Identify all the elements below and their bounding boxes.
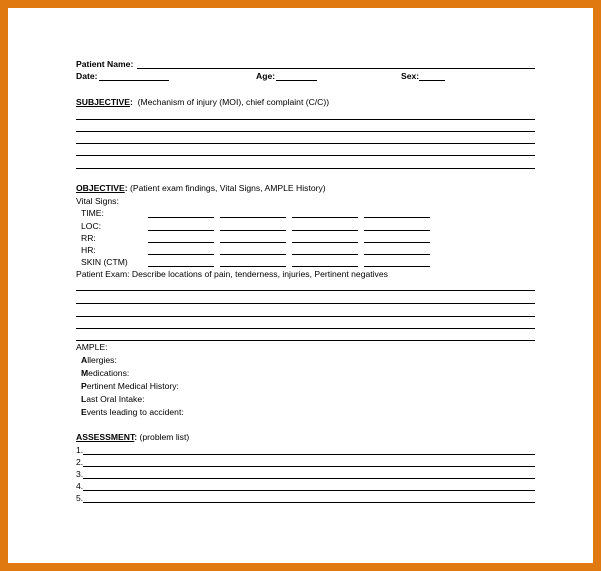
- vital-sign-field[interactable]: [364, 230, 430, 231]
- vital-sign-field[interactable]: [220, 254, 286, 255]
- subjective-heading: SUBJECTIVE: [76, 97, 130, 107]
- vital-sign-field[interactable]: [292, 254, 358, 255]
- subjective-line[interactable]: [76, 131, 535, 132]
- subjective-line[interactable]: [76, 168, 535, 169]
- patient-exam-line[interactable]: [76, 303, 535, 304]
- vital-sign-field[interactable]: [220, 242, 286, 243]
- vital-label-hr: HR:: [81, 245, 96, 255]
- objective-heading-row: [76, 184, 326, 193]
- subjective-line[interactable]: [76, 143, 535, 144]
- vital-sign-field[interactable]: [292, 242, 358, 243]
- patient-exam-line[interactable]: [76, 290, 535, 291]
- vital-sign-field[interactable]: [292, 230, 358, 231]
- ample-allergies: Allergies:: [81, 355, 117, 365]
- vital-sign-field[interactable]: [292, 217, 358, 218]
- patient-exam-line[interactable]: [76, 340, 535, 341]
- patient-exam-line[interactable]: [76, 316, 535, 317]
- vital-label-rr: RR:: [81, 233, 96, 243]
- vital-sign-field[interactable]: [364, 254, 430, 255]
- ample-label: AMPLE:: [76, 342, 108, 352]
- assessment-description: (problem list): [139, 432, 190, 442]
- assessment-heading: ASSESSMENT: [76, 432, 135, 442]
- assessment-line[interactable]: [83, 490, 535, 491]
- subjective-heading-row: [76, 98, 329, 107]
- objective-colon: :: [124, 183, 128, 193]
- vital-sign-field[interactable]: [148, 254, 214, 255]
- vital-sign-field[interactable]: [220, 230, 286, 231]
- patient-exam-line[interactable]: [76, 328, 535, 329]
- vital-label-time: TIME:: [81, 208, 104, 218]
- vital-sign-field[interactable]: [364, 266, 430, 267]
- ample-medical-history: Pertinent Medical History:: [81, 381, 179, 391]
- assessment-number: 5.: [76, 493, 84, 503]
- assessment-line[interactable]: [83, 454, 535, 455]
- sex-field[interactable]: [419, 80, 445, 81]
- objective-description: (Patient exam findings, Vital Signs, AMPLE History): [129, 183, 326, 193]
- patient-name-label: Patient Name:: [76, 59, 134, 69]
- subjective-line[interactable]: [76, 119, 535, 120]
- sex-label: Sex:: [401, 71, 420, 81]
- assessment-line[interactable]: [83, 502, 535, 503]
- ample-medications: Medications:: [81, 368, 130, 378]
- vital-sign-field[interactable]: [148, 230, 214, 231]
- assessment-heading-row: [76, 433, 189, 442]
- vital-sign-field[interactable]: [364, 242, 430, 243]
- age-label: Age:: [256, 71, 276, 81]
- vital-sign-field[interactable]: [292, 266, 358, 267]
- vital-sign-field[interactable]: [220, 217, 286, 218]
- vital-sign-field[interactable]: [220, 266, 286, 267]
- subjective-colon: :: [129, 97, 133, 107]
- assessment-number: 3.: [76, 469, 84, 479]
- vital-signs-label: Vital Signs:: [76, 196, 119, 206]
- ample-last-oral-intake: Last Oral Intake:: [81, 394, 145, 404]
- assessment-line[interactable]: [83, 478, 535, 479]
- vital-sign-field[interactable]: [148, 242, 214, 243]
- date-label: Date:: [76, 71, 98, 81]
- patient-exam-label: Patient Exam: Describe locations of pain, tenderness, injuries, Pertinent negatives: [76, 269, 388, 279]
- vital-label-skin: SKIN (CTM): [81, 257, 128, 267]
- ample-events: Events leading to accident:: [81, 407, 184, 417]
- vital-sign-field[interactable]: [148, 217, 214, 218]
- date-field[interactable]: [99, 80, 169, 81]
- age-field[interactable]: [276, 80, 317, 81]
- objective-heading: OBJECTIVE: [76, 183, 125, 193]
- patient-name-field[interactable]: [137, 68, 535, 69]
- subjective-description: (Mechanism of injury (MOI), chief complaint (C/C)): [137, 97, 330, 107]
- assessment-colon: :: [134, 432, 138, 442]
- assessment-number: 4.: [76, 481, 84, 491]
- assessment-number: 2.: [76, 457, 84, 467]
- vital-sign-field[interactable]: [148, 266, 214, 267]
- subjective-line[interactable]: [76, 155, 535, 156]
- vital-sign-field[interactable]: [364, 217, 430, 218]
- assessment-number: 1.: [76, 445, 84, 455]
- vital-label-loc: LOC:: [81, 221, 102, 231]
- assessment-line[interactable]: [83, 466, 535, 467]
